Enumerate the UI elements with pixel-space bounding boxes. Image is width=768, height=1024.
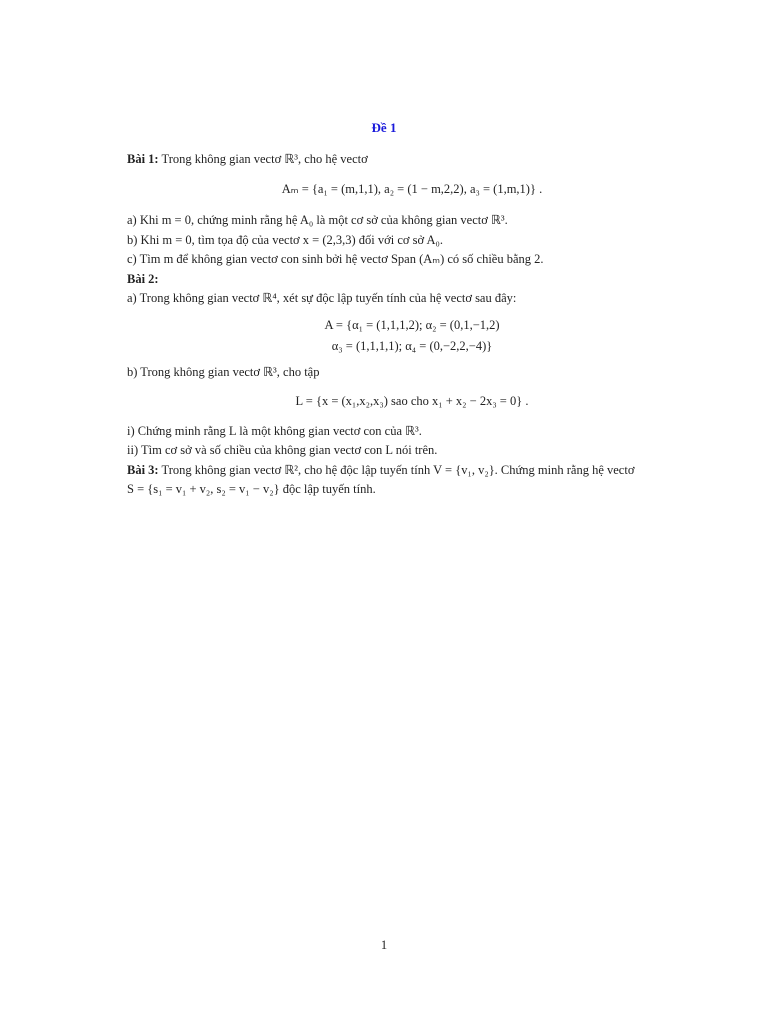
bai1-label: Bài 1:	[127, 152, 159, 166]
bai2-equation-block	[127, 315, 697, 357]
bai2-set-L-equation: L = {x = (x₁,x₂,x₃) sao cho x₁ + x₂ − 2x₃ = 0} .	[295, 394, 529, 408]
bai2-part-i: i) Chứng minh rằng L là một không gian vectơ con của ℝ³.	[127, 423, 422, 438]
bai3-label: Bài 3:	[127, 462, 159, 477]
bai3-text1: Trong không gian vectơ ℝ², cho hệ độc lập tuyến tính V = {v₁, v₂}. Chứng minh rằng hệ vectơ	[158, 462, 635, 477]
document-heading: Đề 1	[371, 120, 397, 135]
bai1-intro: Trong không gian vectơ ℝ³, cho hệ vectơ	[158, 152, 368, 166]
bai3-line1	[127, 461, 697, 481]
bai1-part-a: a) Khi m = 0, chứng minh rằng hệ A₀ là một cơ sở của không gian vectơ ℝ³.	[127, 213, 508, 227]
page-number: 1	[380, 938, 388, 952]
bai3-line2: S = {s₁ = v₁ + v₂, s₂ = v₁ − v₂} độc lập tuyến tính.	[127, 482, 376, 496]
bai2-part-ii: ii) Tìm cơ sở và số chiều của không gian vectơ con L nói trên.	[127, 443, 438, 457]
bai1-equation: Aₘ = {a₁ = (m,1,1), a₂ = (1 − m,2,2), a₃ = (1,m,1)} .	[281, 181, 543, 196]
bai1-part-c: c) Tìm m để không gian vectơ con sinh bởi hệ vectơ Span (Aₘ) có số chiều bằng 2.	[127, 252, 544, 266]
bai2-label: Bài 2:	[127, 271, 159, 286]
bai1-part-b: b) Khi m = 0, tìm tọa độ của vectơ x = (2,3,3) đối với cơ sở A₀.	[127, 232, 444, 247]
bai2-part-a: a) Trong không gian vectơ ℝ⁴, xét sự độc lập tuyến tính của hệ vectơ sau đây:	[127, 291, 517, 305]
document-body	[127, 150, 697, 500]
bai1-intro-line	[127, 150, 697, 170]
bai2-equation-line2: α₃ = (1,1,1,1); α₄ = (0,−2,2,−4)}	[331, 338, 493, 353]
bai2-part-b: b) Trong không gian vectơ ℝ³, cho tập	[127, 364, 320, 379]
bai2-equation-line1: A = {α₁ = (1,1,1,2); α₂ = (0,1,−1,2)	[324, 317, 500, 332]
